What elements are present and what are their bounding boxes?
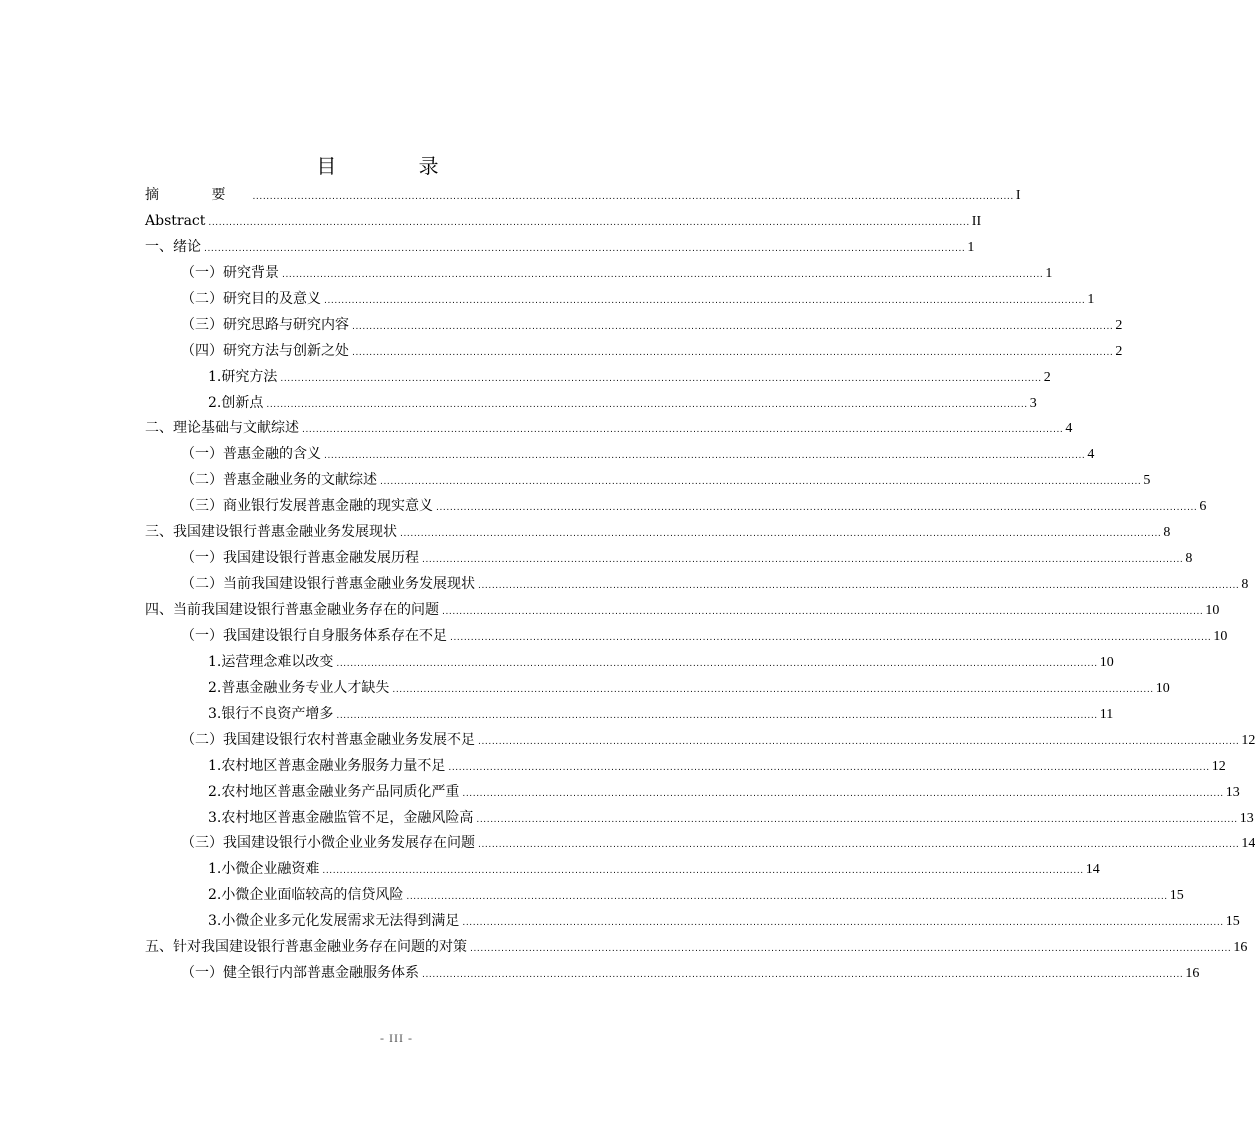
- toc-entry-label: 3.小微企业多元化发展需求无法得到满足: [208, 913, 460, 930]
- dot-leader: ............................................................................................................................................................................................................................: [380, 477, 1142, 488]
- toc-entry-label: （三）研究思路与研究内容: [181, 316, 349, 333]
- toc-entry[interactable]: [145, 261, 1053, 287]
- toc-entry-page-number: 10: [1205, 603, 1220, 618]
- toc-entry-page-number: 16: [1233, 940, 1248, 956]
- toc-entry-label: （二）研究目的及意义: [181, 290, 321, 307]
- table-of-contents: [145, 183, 1255, 987]
- toc-entry[interactable]: [145, 235, 975, 261]
- toc-entry-label: 1.运营理念难以改变: [208, 653, 334, 670]
- toc-entry[interactable]: [145, 391, 1037, 417]
- toc-entry-page-number: 10: [1099, 654, 1114, 670]
- toc-entry-label: 2.普惠金融业务专业人才缺失: [208, 679, 390, 696]
- toc-entry-page-number: 1: [1045, 265, 1053, 281]
- toc-entry-page-number: 5: [1143, 473, 1151, 489]
- toc-entry-page-number: 10: [1213, 628, 1228, 644]
- toc-entry-page-number: 13: [1225, 784, 1240, 800]
- toc-entry[interactable]: [145, 909, 1240, 935]
- toc-entry-label: （一）我国建设银行自身服务体系存在不足: [181, 627, 447, 644]
- dot-leader: ............................................................................................................................................................................................................................: [478, 736, 1240, 747]
- toc-entry-page-number: 2: [1043, 369, 1051, 385]
- dot-leader: ............................................................................................................................................................................................................................: [448, 762, 1210, 773]
- toc-entry-page-number: 12: [1211, 758, 1226, 774]
- dot-leader: ............................................................................................................................................................................................................................: [476, 814, 1238, 825]
- toc-entry-label: （一）研究背景: [181, 264, 279, 281]
- dot-leader: ............................................................................................................................................................................................................................: [252, 192, 1014, 202]
- dot-leader: ............................................................................................................................................................................................................................: [470, 944, 1232, 955]
- dot-leader: ............................................................................................................................................................................................................................: [280, 373, 1042, 384]
- dot-leader: ............................................................................................................................................................................................................................: [450, 632, 1212, 643]
- toc-entry-page-number: 4: [1065, 421, 1073, 437]
- toc-entry[interactable]: [145, 365, 1051, 391]
- toc-entry[interactable]: [145, 857, 1100, 883]
- dot-leader: ............................................................................................................................................................................................................................: [478, 581, 1240, 592]
- dot-leader: ............................................................................................................................................................................................................................: [324, 451, 1086, 462]
- toc-entry-page-number: I: [1015, 188, 1021, 203]
- toc-entry[interactable]: [145, 780, 1240, 806]
- dot-leader: ............................................................................................................................................................................................................................: [302, 425, 1064, 436]
- toc-entry[interactable]: [145, 650, 1114, 676]
- toc-entry-label: （二）当前我国建设银行普惠金融业务发展现状: [181, 576, 475, 593]
- dot-leader: ............................................................................................................................................................................................................................: [336, 658, 1098, 669]
- dot-leader: ............................................................................................................................................................................................................................: [392, 684, 1154, 695]
- dot-leader: ............................................................................................................................................................................................................................: [442, 607, 1204, 617]
- dot-leader: ............................................................................................................................................................................................................................: [266, 399, 1028, 410]
- toc-entry-page-number: 2: [1115, 317, 1123, 333]
- toc-entry[interactable]: [145, 754, 1226, 780]
- toc-entry[interactable]: [145, 520, 1171, 546]
- dot-leader: ............................................................................................................................................................................................................................: [406, 892, 1168, 903]
- dot-leader: ............................................................................................................................................................................................................................: [436, 503, 1198, 514]
- toc-entry-page-number: 8: [1185, 551, 1193, 567]
- toc-entry-label: 五、针对我国建设银行普惠金融业务存在问题的对策: [145, 939, 467, 956]
- toc-entry-label: （二）我国建设银行农村普惠金融业务发展不足: [181, 731, 475, 748]
- toc-entry-page-number: 10: [1155, 680, 1170, 696]
- dot-leader: ............................................................................................................................................................................................................................: [324, 295, 1086, 306]
- toc-entry-page-number: 1: [1087, 291, 1095, 307]
- toc-entry[interactable]: [145, 313, 1123, 339]
- toc-entry-page-number: 8: [1241, 577, 1249, 593]
- toc-entry-page-number: 15: [1169, 888, 1184, 904]
- toc-entry-page-number: 3: [1029, 395, 1037, 411]
- dot-leader: ............................................................................................................................................................................................................................: [462, 788, 1224, 799]
- toc-entry-label: 三、我国建设银行普惠金融业务发展现状: [145, 524, 397, 541]
- toc-entry-label: 1.农村地区普惠金融业务服务力量不足: [208, 757, 446, 774]
- toc-entry-page-number: 2: [1115, 343, 1123, 359]
- toc-entry-page-number: 6: [1199, 499, 1207, 515]
- toc-entry-page-number: 15: [1225, 914, 1240, 930]
- dot-leader: ............................................................................................................................................................................................................................: [462, 918, 1224, 929]
- toc-entry[interactable]: [145, 598, 1220, 624]
- toc-entry[interactable]: [145, 416, 1073, 442]
- toc-entry-label: 四、当前我国建设银行普惠金融业务存在的问题: [145, 602, 439, 618]
- toc-entry-label: 2.创新点: [208, 394, 264, 411]
- toc-entry[interactable]: [145, 831, 1255, 857]
- dot-leader: ............................................................................................................................................................................................................................: [422, 555, 1184, 566]
- toc-entry-label: 一、绪论: [145, 238, 201, 255]
- toc-entry-page-number: II: [971, 213, 982, 229]
- toc-entry-label: 2.农村地区普惠金融业务产品同质化严重: [208, 783, 460, 800]
- toc-entry-label: （一）健全银行内部普惠金融服务体系: [181, 965, 419, 982]
- toc-entry[interactable]: [145, 468, 1151, 494]
- toc-entry[interactable]: [145, 676, 1170, 702]
- toc-entry-page-number: 12: [1241, 732, 1255, 748]
- toc-entry[interactable]: [145, 728, 1255, 754]
- toc-entry[interactable]: [145, 935, 1248, 961]
- toc-entry-label: （三）商业银行发展普惠金融的现实意义: [181, 498, 433, 515]
- toc-entry-label: （一）我国建设银行普惠金融发展历程: [181, 550, 419, 567]
- toc-entry-page-number: 1: [967, 239, 975, 255]
- dot-leader: ............................................................................................................................................................................................................................: [422, 970, 1184, 981]
- toc-entry[interactable]: [145, 572, 1249, 598]
- toc-entry-page-number: 4: [1087, 447, 1095, 463]
- toc-entry-label: 1.研究方法: [208, 368, 278, 385]
- toc-entry[interactable]: [145, 883, 1184, 909]
- toc-entry-page-number: 8: [1163, 525, 1171, 541]
- toc-entry-label: （一）普惠金融的含义: [181, 446, 321, 463]
- dot-leader: ............................................................................................................................................................................................................................: [282, 269, 1044, 280]
- page-title: 目 录: [316, 154, 477, 178]
- dot-leader: ............................................................................................................................................................................................................................: [400, 529, 1162, 540]
- toc-entry-label: 摘 要: [145, 187, 250, 203]
- toc-entry-label: 2.小微企业面临较高的信贷风险: [208, 887, 404, 904]
- toc-entry[interactable]: [145, 209, 982, 235]
- toc-entry[interactable]: [145, 702, 1114, 728]
- toc-entry-label: 二、理论基础与文献综述: [145, 420, 299, 437]
- toc-entry[interactable]: [145, 624, 1228, 650]
- toc-entry[interactable]: [145, 287, 1095, 313]
- toc-entry-label: 3.银行不良资产增多: [208, 705, 334, 722]
- dot-leader: ............................................................................................................................................................................................................................: [336, 710, 1098, 721]
- toc-entry[interactable]: [145, 494, 1207, 520]
- toc-entry[interactable]: [145, 339, 1123, 365]
- dot-leader: ............................................................................................................................................................................................................................: [352, 321, 1114, 332]
- dot-leader: ............................................................................................................................................................................................................................: [208, 217, 970, 228]
- toc-entry-label: 1.小微企业融资难: [208, 861, 320, 878]
- toc-entry[interactable]: [145, 183, 1021, 209]
- toc-entry-page-number: 14: [1241, 836, 1255, 852]
- toc-entry-page-number: 16: [1185, 966, 1200, 982]
- toc-entry[interactable]: [145, 806, 1254, 832]
- page-number-footer: - III -: [380, 1031, 413, 1045]
- toc-entry-page-number: 14: [1085, 862, 1100, 878]
- toc-entry[interactable]: [145, 442, 1095, 468]
- dot-leader: ............................................................................................................................................................................................................................: [352, 347, 1114, 358]
- toc-entry-page-number: 11: [1099, 706, 1114, 722]
- toc-entry-label: （四）研究方法与创新之处: [181, 342, 349, 359]
- toc-entry-label: （三）我国建设银行小微企业业务发展存在问题: [181, 835, 475, 852]
- toc-entry-label: （二）普惠金融业务的文献综述: [181, 472, 377, 489]
- dot-leader: ............................................................................................................................................................................................................................: [478, 840, 1240, 851]
- toc-entry[interactable]: [145, 546, 1193, 572]
- toc-entry-page-number: 13: [1239, 810, 1254, 826]
- toc-entry[interactable]: [145, 961, 1200, 987]
- dot-leader: ............................................................................................................................................................................................................................: [204, 243, 966, 254]
- dot-leader: ............................................................................................................................................................................................................................: [322, 866, 1084, 877]
- toc-entry-label: Abstract: [145, 212, 206, 229]
- toc-entry-label: 3.农村地区普惠金融监管不足，金融风险高: [208, 809, 474, 826]
